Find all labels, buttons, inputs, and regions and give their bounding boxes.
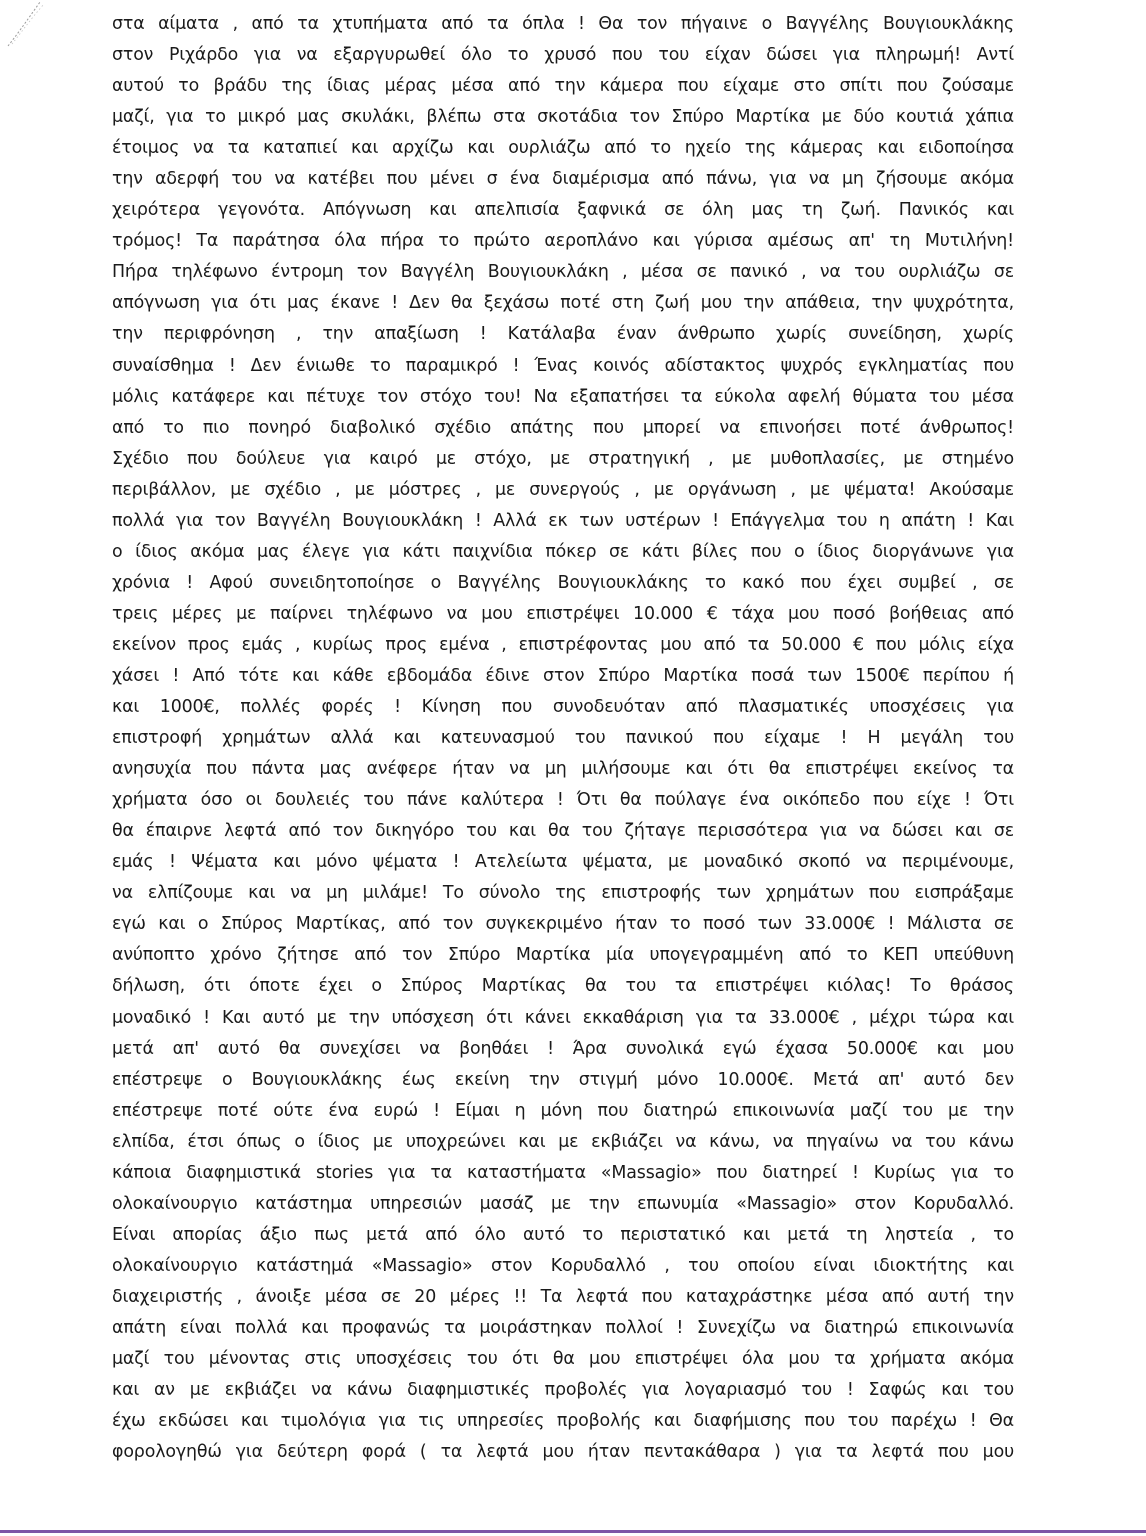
text-line: χάσει ! Από τότε και κάθε εβδομάδα έδινε στον Σπύρο Μαρτίκα ποσά των 1500€ περίπου ή [112, 665, 1014, 686]
text-line: και αν με εκβιάζει να κάνω διαφημιστικές προβολές για λογαριασμό του ! Σαφώς και του [112, 1380, 1014, 1401]
text-line: μόλις κατάφερε και πέτυχε τον στόχο του! Να εξαπατήσει τα εύκολα αφελή θύματα του μέσα [112, 386, 1014, 407]
scan-artifact-mark [6, 0, 46, 48]
document-body [112, 9, 1014, 1468]
text-line: διαχειριστής , άνοιξε μέσα σε 20 μέρες !! Τα λεφτά που καταχράστηκε μέσα από αυτή την [112, 1286, 1014, 1307]
text-line: την περιφρόνηση , την απαξίωση ! Κατάλαβα έναν άνθρωπο χωρίς συνείδηση, χωρίς [112, 324, 1014, 345]
text-line: στα αίματα , από τα χτυπήματα από τα όπλα ! Θα τον πήγαινε ο Βαγγέλης Βουγιουκλάκης [112, 14, 1014, 34]
text-line: ελπίδα, έτσι όπως ο ίδιος με υποχρεώνει και με εκβιάζει να κάνω, να πηγαίνω να του κάνω [112, 1131, 1014, 1152]
text-line: τρεις μέρες με παίρνει τηλέφωνο να μου επιστρέψει 10.000 € τάχα μου ποσό βοήθειας από [112, 603, 1014, 624]
text-line: χειρότερα γεγονότα. Απόγνωση και απελπισία ξαφνικά σε όλη μας τη ζωή. Πανικός και [112, 200, 1014, 221]
text-line: ο ίδιος ακόμα μας έλεγε για κάτι παιχνίδια πόκερ σε κάτι βίλες που ο ίδιος διοργάνωνε για [112, 541, 1014, 562]
text-line: έχω εκδώσει και τιμολόγια για τις υπηρεσίες προβολής και διαφήμισης που του παρέχω ! Θα [112, 1411, 1014, 1432]
text-line: φορολογηθώ για δεύτερη φορά ( τα λεφτά μου ήταν πεντακάθαρα ) για τα λεφτά που μου [112, 1442, 1014, 1463]
text-line: επέστρεψε ο Βουγιουκλάκης έως εκείνη την στιγμή μόνο 10.000€. Μετά απ' αυτό δεν [112, 1069, 1014, 1090]
text-line: χρόνια ! Αφού συνειδητοποίησε ο Βαγγέλης Βουγιουκλάκης το κακό που έχει συμβεί , σε [112, 572, 1014, 593]
text-line: θα έπαιρνε λεφτά από τον δικηγόρο του και θα του ζήταγε περισσότερα για να δώσει και σε [112, 821, 1014, 842]
text-line: αυτού το βράδυ της ίδιας μέρας μέσα από την κάμερα που είχαμε στο σπίτι που ζούσαμε [112, 76, 1014, 97]
text-line: ανησυχία που πάντα μας ανέφερε ήταν να μη μιλήσουμε και ότι θα επιστρέψει εκείνος τα [112, 759, 1014, 780]
text-line: απόγνωση για ότι μας έκανε ! Δεν θα ξεχάσω ποτέ στη ζωή μου την απάθεια, την ψυχρότητα, [112, 293, 1014, 314]
text-line: Σχέδιο που δούλευε για καιρό με στόχο, με στρατηγική , με μυθοπλασίες, με στημένο [112, 448, 1014, 469]
text-line: συναίσθημα ! Δεν ένιωθε το παραμικρό ! Ένας κοινός αδίστακτος ψυχρός εγκληματίας που [112, 355, 1014, 376]
text-line: Πήρα τηλέφωνο έντρομη τον Βαγγέλη Βουγιουκλάκη , μέσα σε πανικό , να του ουρλιάζω σε [112, 262, 1014, 283]
text-line: τρόμος! Τα παράτησα όλα πήρα το πρώτο αεροπλάνο και γύρισα αμέσως απ' τη Μυτιλήνη! [112, 231, 1014, 252]
text-line: στον Ριχάρδο για να εξαργυρωθεί όλο το χρυσό που του είχαν δώσει για πληρωμή! Αντί [112, 45, 1014, 66]
text-line: ολοκαίνουργιο κατάστημα υπηρεσιών μασάζ με την επωνυμία «Massagio» στον Κορυδαλλό. [112, 1193, 1014, 1214]
text-line: επέστρεψε ποτέ ούτε ένα ευρώ ! Είμαι η μόνη που διατηρώ επικοινωνία μαζί του με την [112, 1100, 1014, 1121]
text-line: κάποια διαφημιστικά stories για τα καταστήματα «Massagio» που διατηρεί ! Κυρίως για το [112, 1162, 1014, 1183]
text-line: να ελπίζουμε και να μη μιλάμε! Το σύνολο της επιστροφής των χρημάτων που εισπράξαμε [112, 883, 1014, 904]
text-line: από το πιο πονηρό διαβολικό σχέδιο απάτης που μπορεί να επινοήσει ποτέ άνθρωπος! [112, 417, 1014, 438]
text-line: απάτη είναι πολλά και προφανώς τα μοιράστηκαν πολλοί ! Συνεχίζω να διατηρώ επικοινωνία [112, 1317, 1014, 1338]
text-line: μαζί του μένοντας στις υποσχέσεις του ότι θα μου επιστρέψει όλα μου τα χρήματα ακόμα [112, 1349, 1014, 1370]
text-line: περιβάλλον, με σχέδιο , με μόστρες , με συνεργούς , με οργάνωση , με ψέματα! Ακούσαμε [112, 479, 1014, 500]
text-line: Είναι απορίας άξιο πως μετά από όλο αυτό το περιστατικό και μετά τη ληστεία , το [112, 1224, 1014, 1245]
text-line: μαζί, για το μικρό μας σκυλάκι, βλέπω στα σκοτάδια τον Σπύρο Μαρτίκα με δύο κουτιά χάπια [112, 107, 1014, 128]
text-line: έτοιμος να τα καταπιεί και αρχίζω και ουρλιάζω από το ηχείο της κάμερας και ειδοποίησα [112, 138, 1014, 159]
text-line: πολλά για τον Βαγγέλη Βουγιουκλάκη ! Αλλά εκ των υστέρων ! Επάγγελμα του η απάτη ! Και [112, 510, 1014, 531]
text-line: χρήματα όσο οι δουλειές του πάνε καλύτερα ! Ότι θα πούλαγε ένα οικόπεδο που είχε ! Ότι [112, 790, 1014, 811]
text-line: εμάς ! Ψέματα και μόνο ψέματα ! Ατελείωτα ψέματα, με μοναδικό σκοπό να περιμένουμε, [112, 852, 1014, 873]
text-line: εγώ και ο Σπύρος Μαρτίκας, από τον συγκεκριμένο ήταν το ποσό των 33.000€ ! Μάλιστα σε [112, 914, 1014, 935]
text-line: την αδερφή του να κατέβει που μένει σ ένα διαμέρισμα από πάνω, για να μη ζήσουμε ακόμα [112, 169, 1014, 190]
text-line: μοναδικό ! Και αυτό με την υπόσχεση ότι κάνει εκκαθάριση για τα 33.000€ , μέχρι τώρα και [112, 1007, 1014, 1028]
text-line: ολοκαίνουργιο κατάστημά «Massagio» στον Κορυδαλλό , του οποίου είναι ιδιοκτήτης και [112, 1255, 1014, 1276]
page-bottom-rule [0, 1530, 1146, 1533]
text-line: ανύποπτο χρόνο ζήτησε από τον Σπύρο Μαρτίκα μία υπογεγραμμένη από το ΚΕΠ υπεύθυνη [112, 945, 1014, 966]
text-line: δήλωση, ότι όποτε έχει ο Σπύρος Μαρτίκας θα του τα επιστρέψει κιόλας! Το θράσος [112, 976, 1014, 997]
text-line: μετά απ' αυτό θα συνεχίσει να βοηθάει ! Άρα συνολικά εγώ έχασα 50.000€ και μου [112, 1038, 1014, 1059]
text-line: και 1000€, πολλές φορές ! Κίνηση που συνοδευόταν από πλασματικές υποσχέσεις για [112, 697, 1014, 718]
text-line: επιστροφή χρημάτων αλλά και κατευνασμού του πανικού που είχαμε ! Η μεγάλη του [112, 728, 1014, 749]
text-line: εκείνον προς εμάς , κυρίως προς εμένα , επιστρέφοντας μου από τα 50.000 € που μόλις είχα [112, 634, 1014, 655]
